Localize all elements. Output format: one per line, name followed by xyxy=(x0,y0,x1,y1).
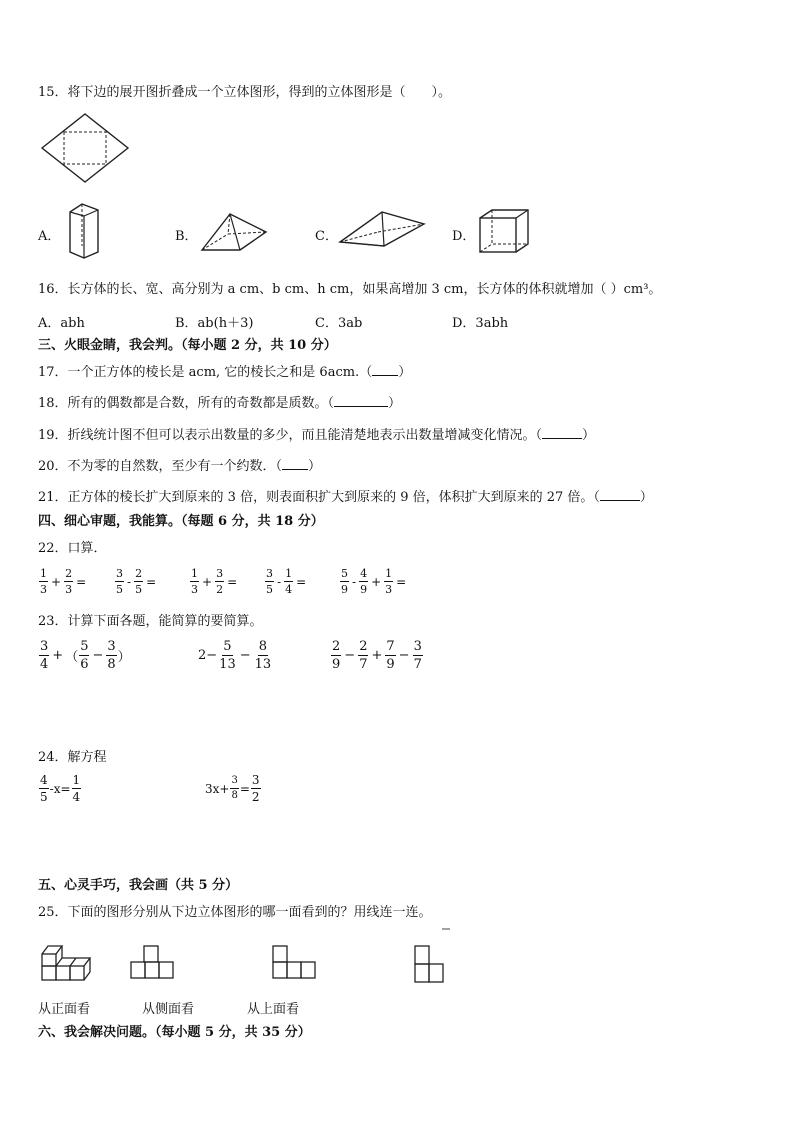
q23-expression-1: $\frac{3}{4}$ + （ $\frac{5}{6}$ − $\frac{3}{8}$ ） xyxy=(40,639,131,672)
q17-text: 17．一个正方体的棱长是 acm, 它的棱长之和是 6acm.（ xyxy=(38,365,373,380)
q22-item-1: $\frac{1}{3}$ + $\frac{2}{3}$ = xyxy=(40,567,87,596)
q17-answer-blank[interactable] xyxy=(372,363,398,376)
q16-option-d[interactable]: D．3abh xyxy=(452,316,509,331)
fraction: $\frac{2}{9}$ xyxy=(332,639,341,672)
fraction: $\frac{2}{3}$ xyxy=(65,567,73,596)
q16-option-b[interactable]: B．ab(h＋3) xyxy=(175,316,254,331)
fraction: $\frac{3}{2}$ xyxy=(216,567,224,596)
view-shape-1[interactable] xyxy=(130,944,176,980)
q20-text: 20．不为零的自然数，至少有一个约数．（ xyxy=(38,459,283,474)
q20-answer-blank[interactable] xyxy=(282,457,308,470)
fraction: $\frac{7}{9}$ xyxy=(386,639,395,672)
q20-close: ） xyxy=(308,459,322,474)
q21-line xyxy=(38,488,653,507)
cube-stack-figure xyxy=(40,940,102,982)
q15-option-b[interactable]: B． xyxy=(175,229,198,244)
fraction: $\frac{5}{9}$ xyxy=(341,567,348,596)
q21-close: ） xyxy=(639,490,653,505)
q23-expression-3: $\frac{2}{9}$ − $\frac{2}{7}$ + $\frac{7}{9}$ − $\frac{3}{7}$ xyxy=(332,639,422,672)
cube-icon xyxy=(478,208,530,254)
q15-option-d[interactable]: D． xyxy=(452,229,476,244)
q19-answer-blank[interactable] xyxy=(542,426,582,439)
fraction: $\frac{3}{8}$ xyxy=(231,775,238,801)
q24-equation-2: 3x+ $\frac{3}{8}$ = $\frac{3}{2}$ xyxy=(205,773,260,804)
fraction: $\frac{3}{7}$ xyxy=(413,639,422,672)
fraction: $\frac{1}{3}$ xyxy=(385,567,393,596)
q22-item-5: $\frac{5}{9}$ - $\frac{4}{9}$ + $\frac{1}{3}$ = xyxy=(341,567,407,596)
fraction: $\frac{3}{5}$ xyxy=(266,567,273,596)
q24-equation-1: $\frac{4}{5}$ -x= $\frac{1}{4}$ xyxy=(40,773,81,804)
q16-option-a[interactable]: A．abh xyxy=(38,316,85,331)
fraction: $\frac{5}{6}$ xyxy=(80,639,89,672)
fraction: $\frac{3}{4}$ xyxy=(40,639,49,672)
prism-flat-icon xyxy=(338,210,428,250)
q15-text: 15．将下边的展开图折叠成一个立体图形，得到的立体图形是（ ）。 xyxy=(38,85,452,100)
q20-line xyxy=(38,457,321,476)
q16-option-c[interactable]: C．3ab xyxy=(315,316,363,331)
q25-text: 25．下面的图形分别从下边立体图形的哪一面看到的？用线连一连。 xyxy=(38,905,432,920)
q23-expression-2: 2− $\frac{5}{13}$ − $\frac{8}{13}$ xyxy=(198,639,272,672)
q22-title: 22．口算． xyxy=(38,541,107,556)
view-shape-2[interactable] xyxy=(272,944,320,980)
q19-line xyxy=(38,426,595,445)
section-5-title: 五、心灵手巧，我会画（共 5 分） xyxy=(38,878,239,893)
net-figure xyxy=(40,112,130,184)
fraction: $\frac{1}{3}$ xyxy=(191,567,198,596)
q18-close: ） xyxy=(388,396,402,411)
q15-option-c[interactable]: C． xyxy=(315,229,338,244)
q21-text: 21．正方体的棱长扩大到原来的 3 倍，则表面积扩大到原来的 9 倍，体积扩大到原来的 27 倍。（ xyxy=(38,490,600,505)
fraction: $\frac{3}{8}$ xyxy=(107,639,116,672)
q16-text: 16．长方体的长、宽、高分别为 a cm、b cm、h cm，如果高增加 3 cm，长方体的体积就增加（ ）cm³。 xyxy=(38,282,662,297)
fraction: $\frac{8}{13}$ xyxy=(254,639,272,672)
fraction: $\frac{4}{9}$ xyxy=(360,567,368,596)
fraction: $\frac{1}{4}$ xyxy=(285,567,293,596)
q17-line xyxy=(38,363,411,382)
q22-item-3: $\frac{1}{3}$ + $\frac{3}{2}$ = xyxy=(191,567,238,596)
q18-line xyxy=(38,394,401,413)
q18-text: 18．所有的偶数都是合数，所有的奇数都是质数。（ xyxy=(38,396,335,411)
fraction: $\frac{5}{13}$ xyxy=(219,639,236,672)
fraction: $\frac{4}{5}$ xyxy=(40,773,48,804)
fraction: $\frac{2}{5}$ xyxy=(135,567,143,596)
q22-item-4: $\frac{3}{5}$ - $\frac{1}{4}$ = xyxy=(266,567,307,596)
section-6-title: 六、我会解决问题。（每小题 5 分，共 35 分） xyxy=(38,1025,311,1040)
label-side-view[interactable]: 从侧面看 xyxy=(142,1002,195,1017)
fraction: $\frac{1}{3}$ xyxy=(40,567,47,596)
prism-tall-icon xyxy=(66,202,106,260)
label-front-view[interactable]: 从正面看 xyxy=(38,1002,91,1017)
q19-text: 19．折线统计图不但可以表示出数量的多少，而且能清楚地表示出数量增减变化情况。（ xyxy=(38,428,543,443)
q22-item-2: $\frac{3}{5}$ - $\frac{2}{5}$ = xyxy=(116,567,157,596)
q21-answer-blank[interactable] xyxy=(600,488,640,501)
q18-answer-blank[interactable] xyxy=(334,394,388,407)
section-4-title: 四、细心审题，我能算。（每题 6 分，共 18 分） xyxy=(38,514,324,529)
view-shape-3[interactable] xyxy=(414,926,454,984)
q17-close: ） xyxy=(398,365,412,380)
q24-title: 24．解方程 xyxy=(38,750,107,765)
q23-title: 23．计算下面各题，能简算的要简算。 xyxy=(38,614,263,629)
section-3-title: 三、火眼金睛，我会判。（每小题 2 分，共 10 分） xyxy=(38,338,337,353)
fraction: $\frac{1}{4}$ xyxy=(72,773,81,804)
pyramid-icon xyxy=(200,212,270,252)
fraction: $\frac{3}{5}$ xyxy=(116,567,123,596)
fraction: $\frac{2}{7}$ xyxy=(359,639,368,672)
q19-close: ） xyxy=(582,428,596,443)
label-top-view[interactable]: 从上面看 xyxy=(247,1002,300,1017)
fraction: $\frac{3}{2}$ xyxy=(251,773,260,804)
q15-option-a[interactable]: A． xyxy=(38,229,61,244)
